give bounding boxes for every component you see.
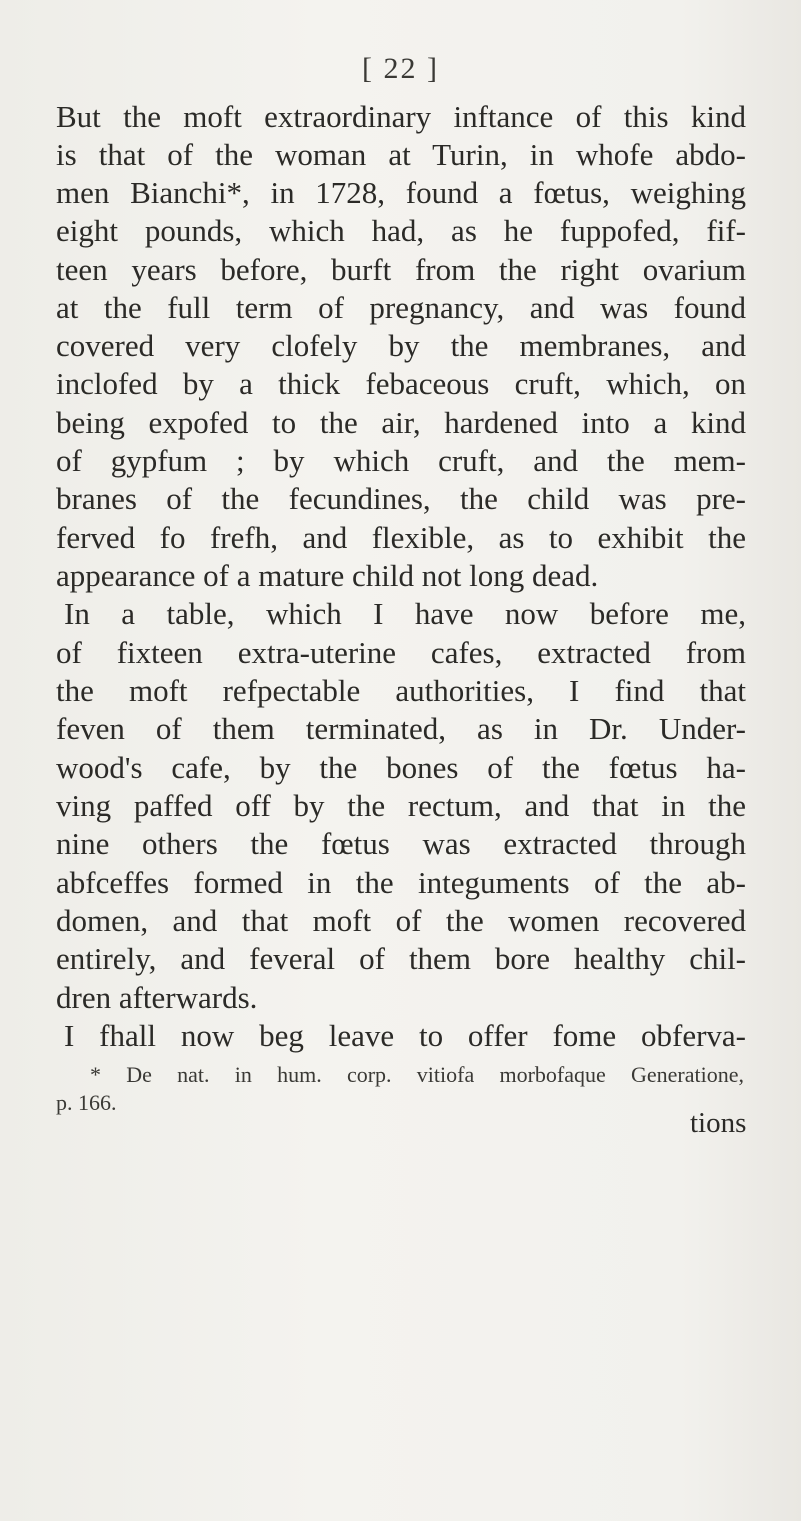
footnote-line: * De nat. in hum. corp. vitiofa morbofaque Generatione,	[90, 1062, 744, 1087]
text-line: domen, and that moft of the women recovered	[56, 903, 746, 938]
text-line: teen years before, burft from the right ovarium	[56, 252, 746, 287]
text-line: is that of the woman at Turin, in whofe abdo-	[56, 137, 746, 172]
text-line: men Bianchi*, in 1728, found a fœtus, weighing	[56, 175, 746, 210]
text-line: abfceffes formed in the integuments of the ab-	[56, 865, 746, 900]
text-line: appearance of a mature child not long dead.	[56, 558, 599, 593]
text-line: ferved fo frefh, and flexible, as to exhibit the	[56, 520, 746, 555]
text-line: feven of them terminated, as in Dr. Under-	[56, 711, 746, 746]
text-line: wood's cafe, by the bones of the fœtus ha-	[56, 750, 746, 785]
text-line: But the moft extraordinary inftance of this kind	[56, 99, 746, 134]
text-line: of fixteen extra-uterine cafes, extracted from	[56, 635, 746, 670]
text-line: branes of the fecundines, the child was pre-	[56, 481, 746, 516]
text-line: being expofed to the air, hardened into a kind	[56, 405, 746, 440]
text-line: dren afterwards.	[56, 980, 258, 1015]
text-line: ving paffed off by the rectum, and that in the	[56, 788, 746, 823]
text-line: nine others the fœtus was extracted through	[56, 826, 746, 861]
text-line: of gypfum ; by which cruft, and the mem-	[56, 443, 746, 478]
text-line: covered very clofely by the membranes, and	[56, 328, 746, 363]
text-line: the moft refpectable authorities, I find that	[56, 673, 746, 708]
text-line: eight pounds, which had, as he fuppofed, fif-	[56, 213, 746, 248]
text-line: entirely, and feveral of them bore healthy chil-	[56, 941, 746, 976]
text-line: I fhall now beg leave to offer fome obferva-	[64, 1018, 746, 1053]
text-line: at the full term of pregnancy, and was found	[56, 290, 746, 325]
footnote-line: p. 166.	[56, 1090, 117, 1115]
page-number: [ 22 ]	[362, 52, 439, 85]
catchword: tions	[690, 1107, 747, 1139]
text-line: In a table, which I have now before me,	[64, 596, 746, 631]
text-line: inclofed by a thick febaceous cruft, which, on	[56, 366, 746, 401]
